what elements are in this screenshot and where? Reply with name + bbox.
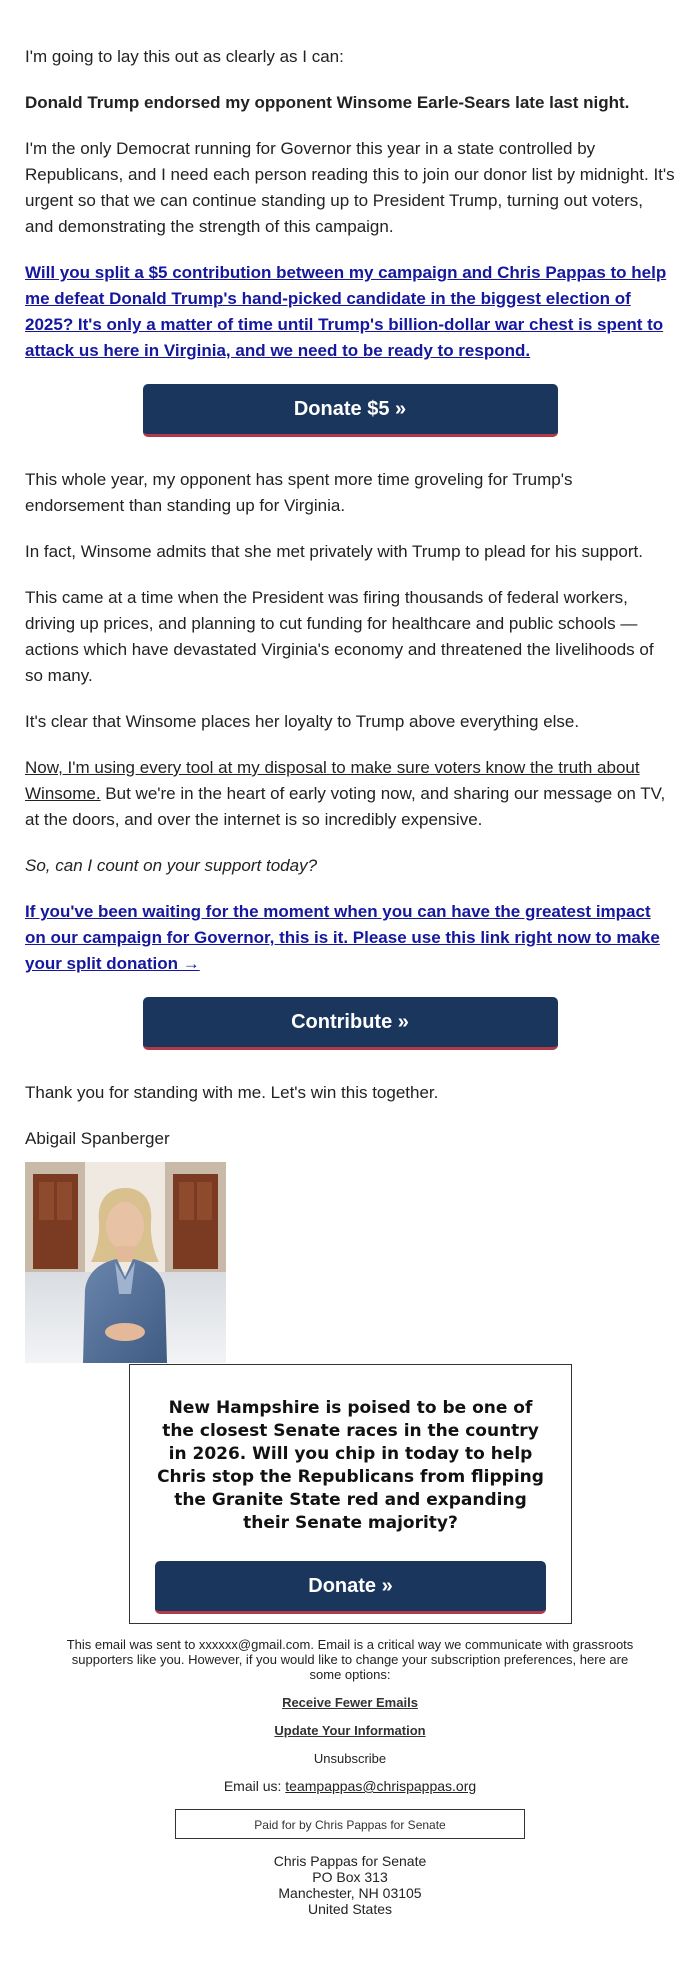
senate-ask-text: New Hampshire is poised to be one of the closest Senate races in the country in 2026. Will you chip in today to help Chris stop the Republicans from flipping the Granite State red and expanding their Senate majority? (157, 1398, 544, 1533)
email-address-link[interactable]: teampappas@chrispappas.org (285, 1778, 477, 1794)
email-body (25, 44, 675, 1363)
voter-truth-link[interactable]: Now, I'm using every tool at my disposal to make sure voters know the truth about Winsome. (25, 758, 640, 803)
split-contribution-link[interactable]: Will you split a $5 contribution between my campaign and Chris Pappas to help me defeat Donald Trump's hand-picked candidate in the biggest election of 2025? It's only a matter of time until Trump's billion-dollar war chest is spent to attack us here in Virginia, and we need to be ready to respond. (25, 263, 667, 360)
paragraph-1: I'm the only Democrat running for Governor this year in a state controlled by Republicans, and I need each person reading this to join our donor list by midnight. It's urgent so that we can continue standing up to President Trump, turning out voters, and demonstrating the strength of this campaign. (25, 139, 675, 236)
receive-fewer-emails-link[interactable]: Receive Fewer Emails (282, 1695, 418, 1710)
candidate-photo (25, 1162, 226, 1363)
address-line-2: PO Box 313 (312, 1869, 388, 1885)
donate-5-button[interactable]: Donate $5 » (143, 384, 558, 437)
split-donation-link[interactable]: If you've been waiting for the moment when you can have the greatest impact on our campaign for Governor, this is it. Please use this link right now to make your split donation → (25, 902, 660, 973)
paragraph-3: In fact, Winsome admits that she met privately with Trump to plead for his support. (25, 542, 643, 561)
update-information-link[interactable]: Update Your Information (274, 1723, 426, 1738)
senate-ask-box (129, 1364, 572, 1624)
paragraph-2: This whole year, my opponent has spent more time groveling for Trump's endorsement than standing up for Virginia. (25, 470, 573, 515)
paragraph-6 (25, 755, 675, 833)
paragraph-6-rest: But we're in the heart of early voting now, and sharing our message on TV, at the doors, and over the internet is so incredibly expensive. (25, 784, 666, 829)
contribute-button[interactable]: Contribute » (143, 997, 558, 1050)
footer-notice: This email was sent to xxxxxx@gmail.com. Email is a critical way we communicate with grassroots supporters like you. However, if you would like to change your subscription preferences, here are some options: (66, 1637, 634, 1682)
support-question: So, can I count on your support today? (25, 856, 318, 875)
closing-text: Thank you for standing with me. Let's win this together. (25, 1083, 439, 1102)
signature-name: Abigail Spanberger (25, 1129, 170, 1148)
headline-text: Donald Trump endorsed my opponent Winsome Earle-Sears late last night. (25, 93, 630, 112)
email-label: Email us: (223, 1778, 286, 1794)
intro-text: I'm going to lay this out as clearly as I can: (25, 47, 344, 66)
mailing-address (60, 1853, 640, 1917)
address-line-3: Manchester, NH 03105 (278, 1885, 422, 1901)
unsubscribe-link[interactable]: Unsubscribe (313, 1751, 387, 1766)
paid-for-disclaimer: Paid for by Chris Pappas for Senate (175, 1809, 525, 1839)
senate-donate-button[interactable]: Donate » (155, 1561, 546, 1614)
paragraph-4: This came at a time when the President was firing thousands of federal workers, driving up prices, and planning to cut funding for healthcare and public schools — actions which have devastated Virginia's economy and threatened the livelihoods of so many. (25, 588, 654, 685)
address-line-1: Chris Pappas for Senate (273, 1853, 427, 1869)
email-footer (60, 1637, 640, 1917)
contact-email (60, 1779, 640, 1794)
address-line-4: United States (307, 1901, 393, 1917)
paragraph-5: It's clear that Winsome places her loyalty to Trump above everything else. (25, 712, 580, 731)
